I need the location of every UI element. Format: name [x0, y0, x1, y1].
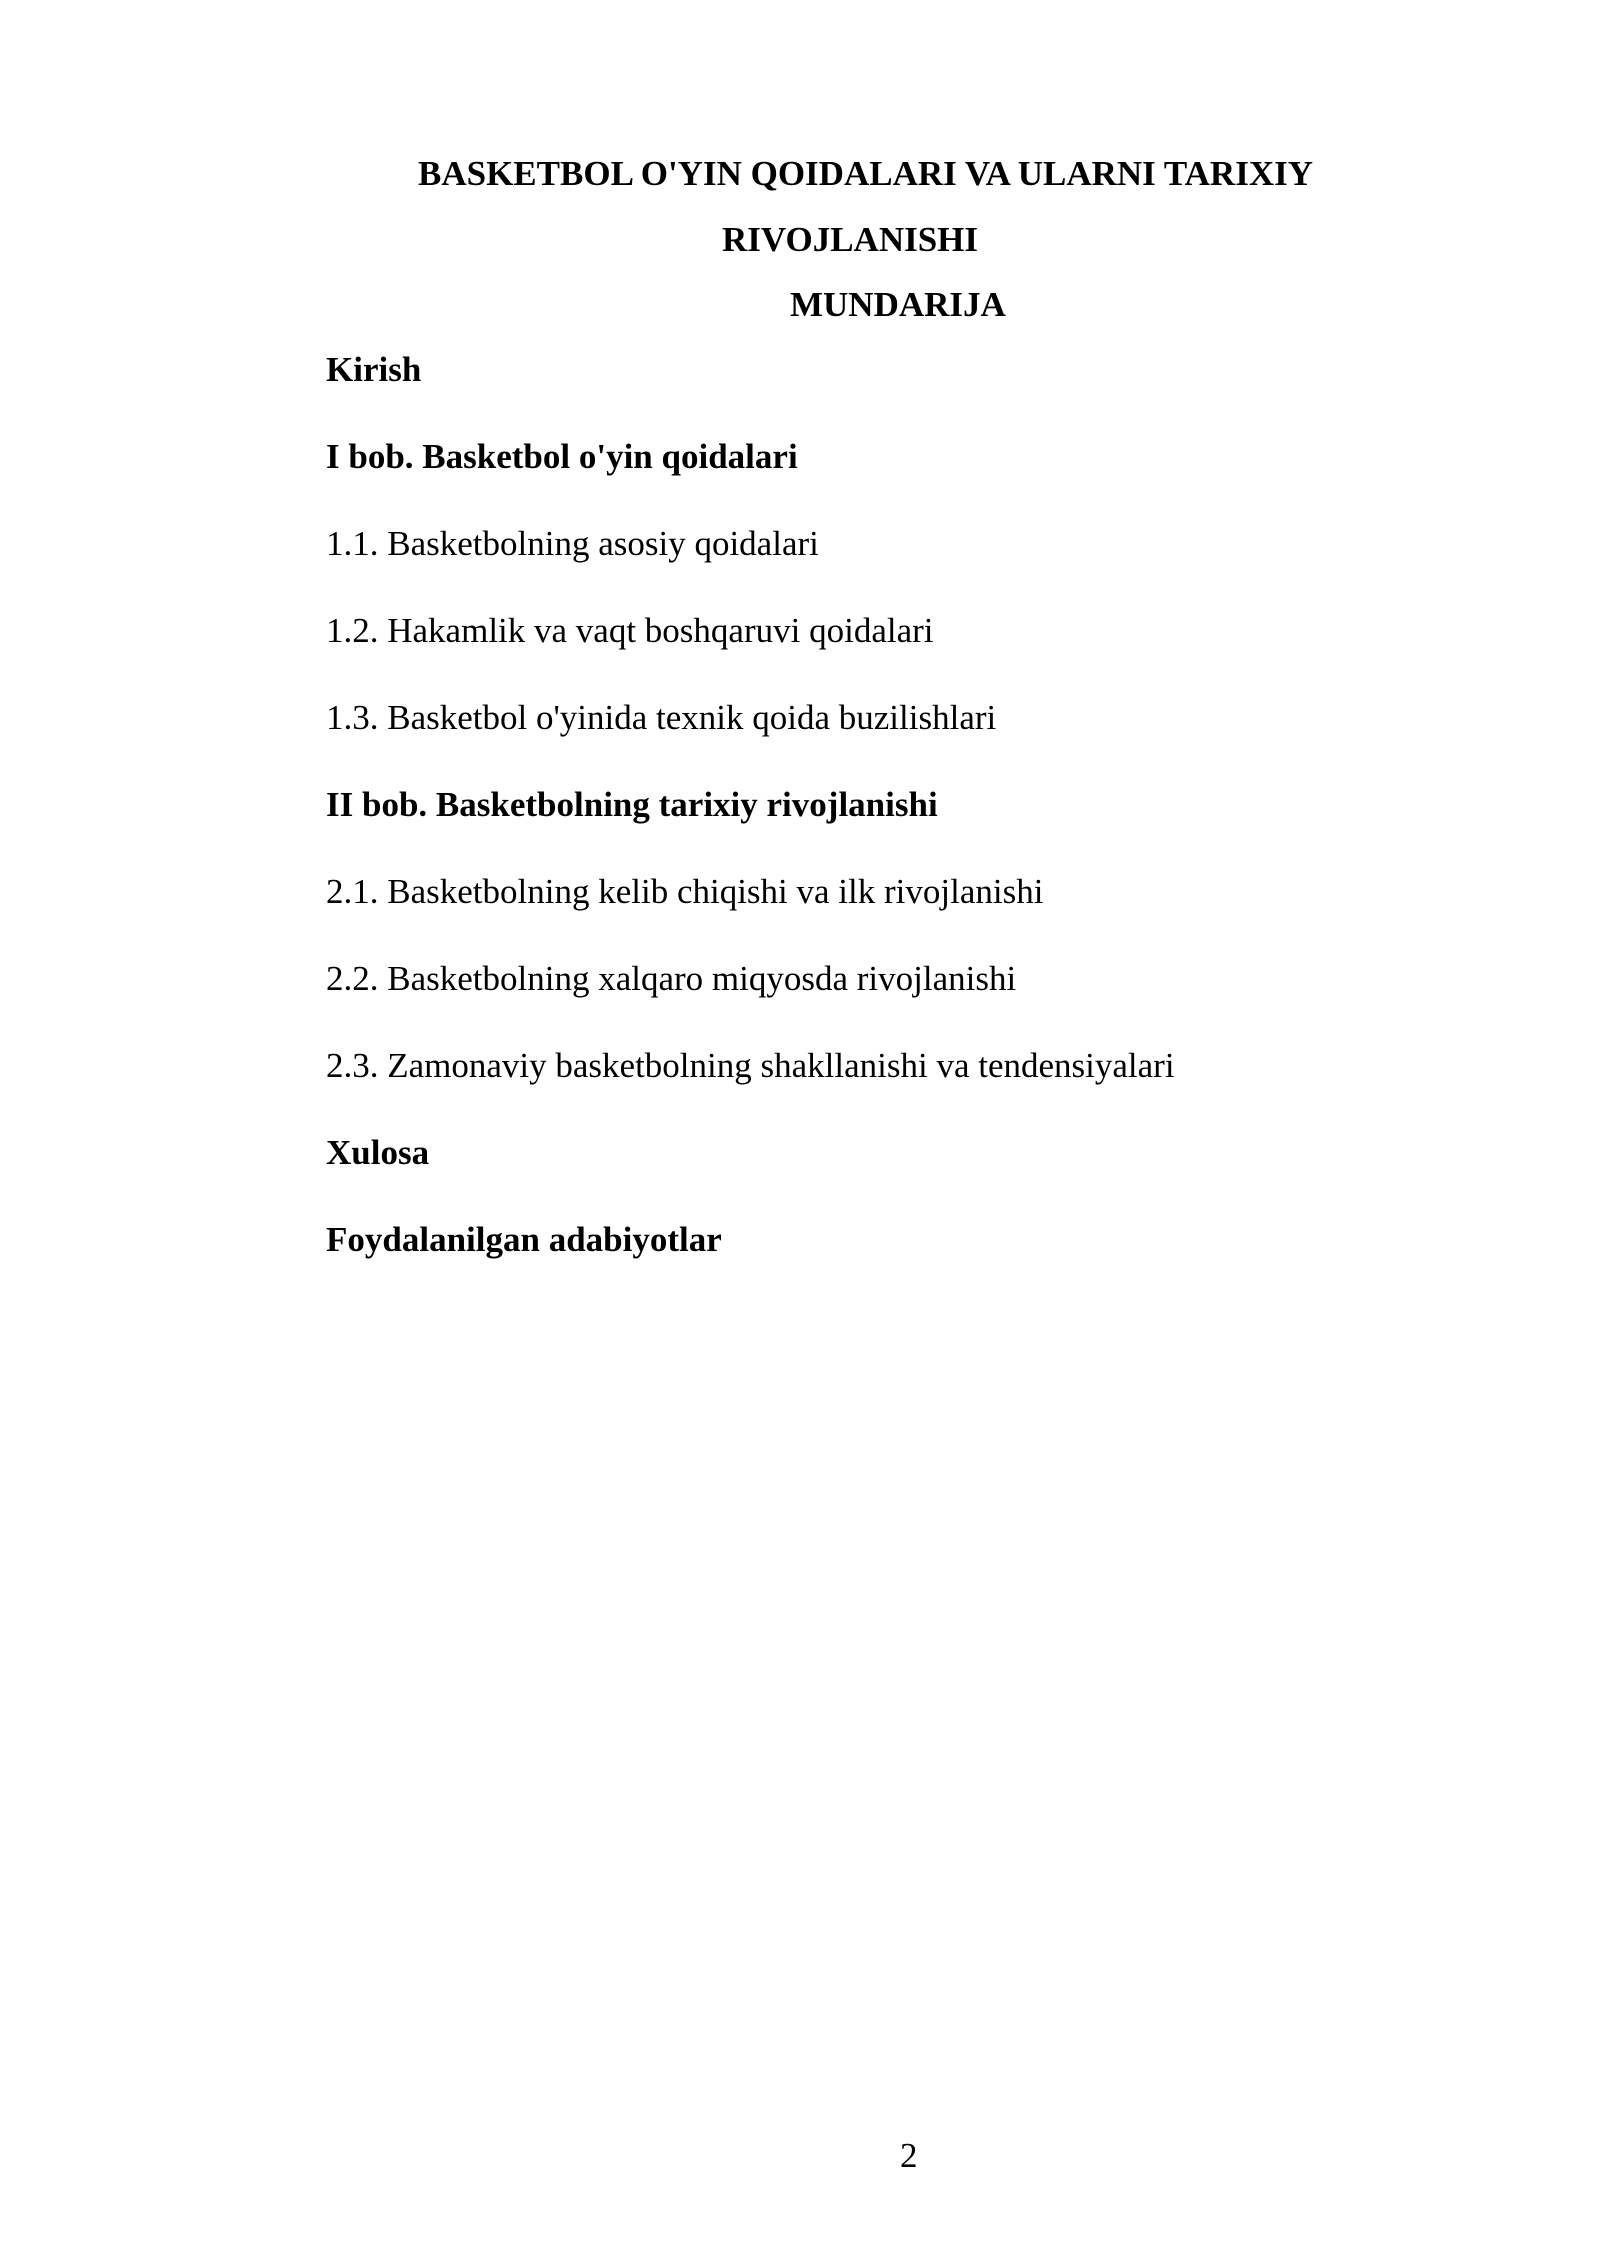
document-title-line-2: RIVOJLANISHI — [722, 220, 979, 259]
toc-item-xulosa: Xulosa — [326, 1133, 430, 1172]
toc-heading: MUNDARIJA — [790, 285, 1006, 324]
toc-item-section-1-2: 1.2. Hakamlik va vaqt boshqaruvi qoidalari — [326, 611, 934, 650]
table-of-contents — [326, 350, 1426, 1307]
toc-item-references: Foydalanilgan adabiyotlar — [326, 1220, 722, 1259]
toc-item-section-2-1: 2.1. Basketbolning kelib chiqishi va ilk rivojlanishi — [326, 872, 1044, 911]
toc-item-section-2-3: 2.3. Zamonaviy basketbolning shakllanishi va tendensiyalari — [326, 1046, 1175, 1085]
document-title-line-1: BASKETBOL O'YIN QOIDALARI VA ULARNI TARIXIY — [418, 154, 1313, 193]
page-number: 2 — [900, 2136, 918, 2175]
toc-item-section-1-3: 1.3. Basketbol o'yinida texnik qoida buzilishlari — [326, 698, 997, 737]
toc-item-chapter-1: I bob. Basketbol o'yin qoidalari — [326, 437, 798, 476]
toc-item-section-2-2: 2.2. Basketbolning xalqaro miqyosda rivojlanishi — [326, 959, 1017, 998]
toc-item-kirish: Kirish — [326, 350, 422, 389]
toc-item-chapter-2: II bob. Basketbolning tarixiy rivojlanishi — [326, 785, 938, 824]
toc-item-section-1-1: 1.1. Basketbolning asosiy qoidalari — [326, 524, 819, 563]
